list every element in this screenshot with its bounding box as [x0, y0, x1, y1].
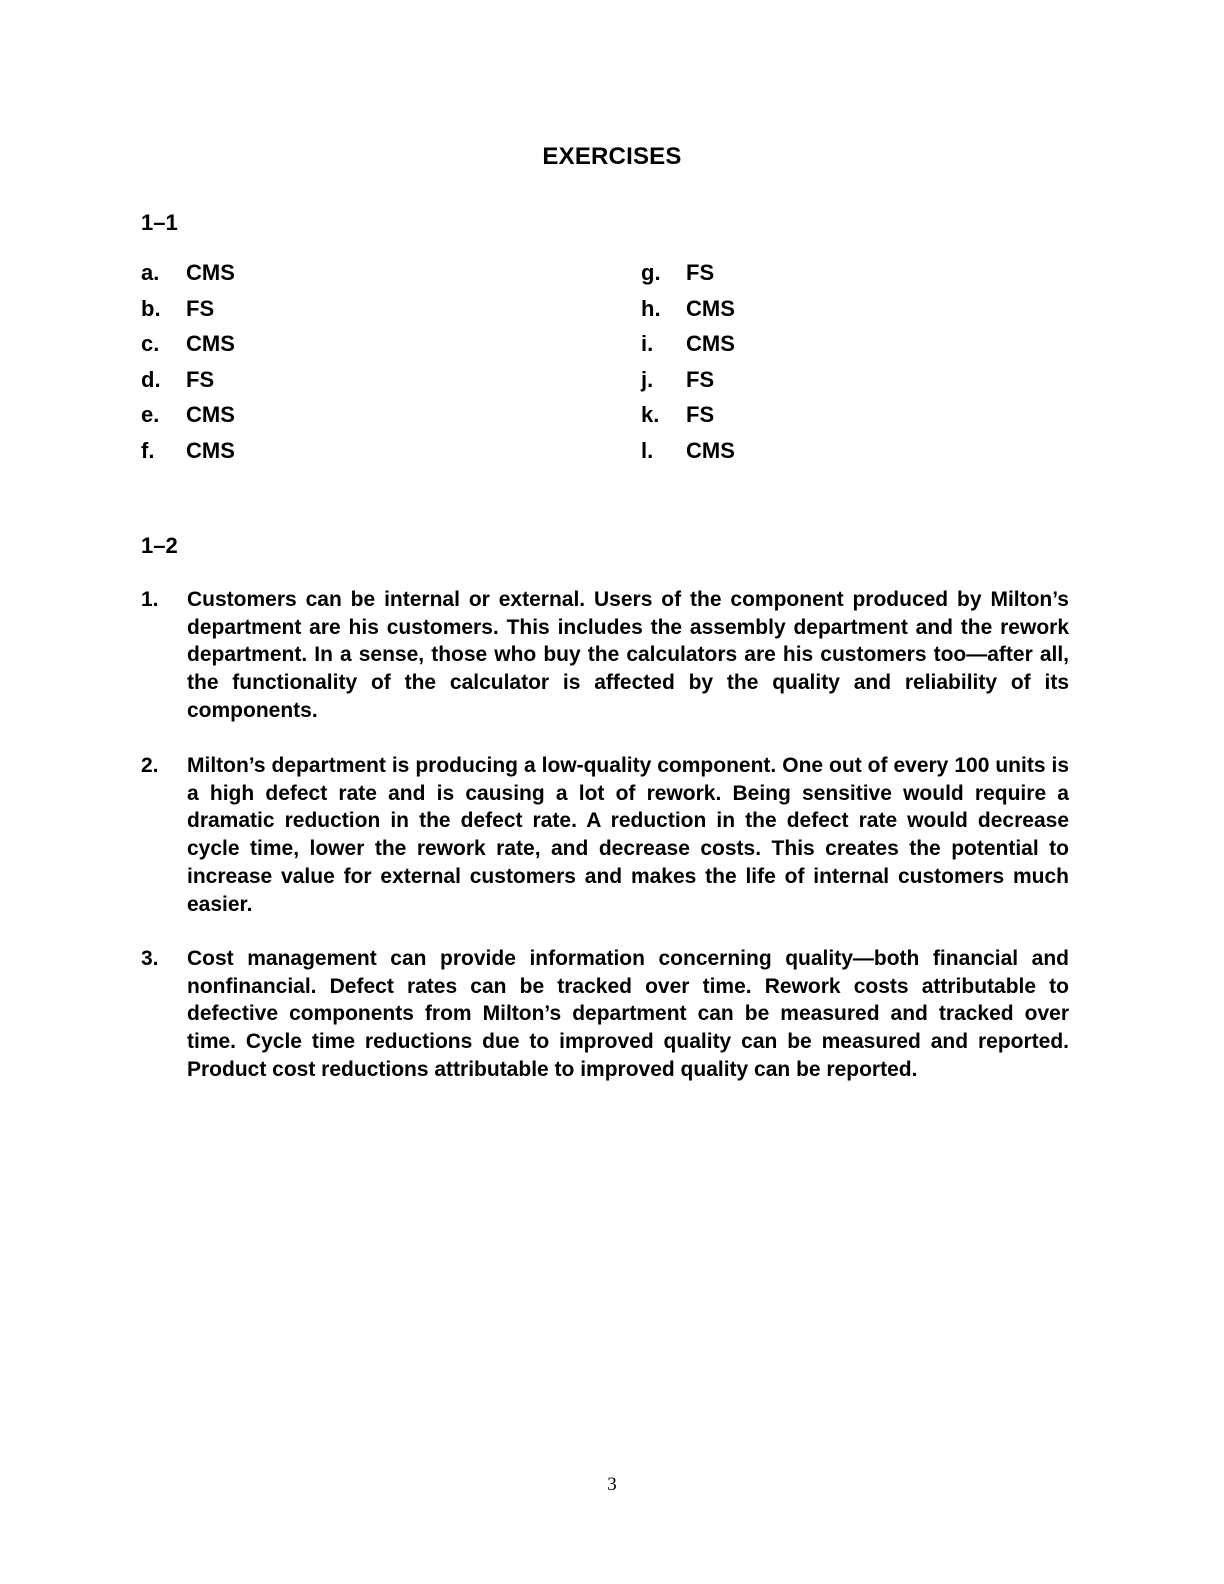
answer-value: CMS [186, 331, 235, 356]
section-heading-1-2: 1–2 [141, 533, 178, 558]
page-number: 3 [607, 1474, 617, 1495]
answer-letter: e. [141, 402, 160, 427]
answer-value: FS [686, 260, 715, 285]
answer-letter: l. [641, 437, 654, 463]
answer-value: CMS [686, 331, 735, 356]
numbered-paragraph [141, 586, 1069, 725]
answer-letter: f. [141, 437, 155, 463]
answers-left-column [141, 260, 235, 473]
answer-item [641, 260, 735, 296]
answer-value: CMS [186, 260, 235, 285]
answer-value: FS [686, 402, 715, 427]
section-heading-1-1: 1–1 [141, 210, 178, 235]
answer-item [141, 367, 235, 403]
answer-value: FS [686, 366, 715, 392]
answer-item [641, 402, 735, 438]
answer-value: CMS [186, 437, 235, 463]
answer-letter: c. [141, 331, 160, 356]
answer-letter: d. [141, 366, 161, 392]
answer-value: CMS [686, 295, 735, 321]
paragraph-text: Milton’s department is producing a low-quality component. One out of every 100 units is a high defect rate and is causing a lot of rework. Being sensitive would require a dramatic reduction in the defect rate. A reduction in the defect rate would decrease cycle time, lower the rework rate, and decrease costs. This creates the potential to increase value for external customers and makes the life of internal customers much easier. [187, 754, 1069, 916]
paragraph-number: 3. [141, 947, 159, 970]
numbered-paragraph [141, 752, 1069, 918]
answer-letter: j. [641, 366, 654, 392]
answer-letter: h. [641, 295, 661, 321]
answers-right-column [641, 260, 735, 473]
answer-item [641, 331, 735, 367]
answer-item [641, 296, 735, 332]
paragraph-number: 2. [141, 754, 159, 777]
answer-value: CMS [686, 437, 735, 463]
page-title: EXERCISES [542, 143, 682, 170]
answer-value: FS [186, 295, 215, 321]
answer-value: FS [186, 366, 215, 392]
answer-letter: g. [641, 260, 661, 285]
paragraph-text: Customers can be internal or external. Users of the component produced by Milton’s department are his customers. This includes the assembly department and the rework department. In a sense, those who buy the calculators are his customers too—after all, the functionality of the calculator is affected by the quality and reliability of its components. [187, 588, 1069, 722]
answer-item [641, 438, 735, 474]
answer-item [141, 260, 235, 296]
answer-item [141, 402, 235, 438]
answer-letter: a. [141, 260, 160, 285]
answer-letter: i. [641, 331, 654, 356]
answer-item [641, 367, 735, 403]
answer-item [141, 438, 235, 474]
answer-letter: b. [141, 295, 161, 321]
answer-letter: k. [641, 402, 660, 427]
numbered-paragraph [141, 945, 1069, 1084]
answer-item [141, 331, 235, 367]
answer-value: CMS [186, 402, 235, 427]
paragraph-text: Cost management can provide information concerning quality—both financial and nonfinancial. Defect rates can be tracked over time. Rework costs attributable to defective components from Milton’s department can be measured and tracked over time. Cycle time reductions due to improved quality can be measured and reported. Product cost reductions attributable to improved quality can be reported. [187, 947, 1069, 1081]
answer-item [141, 296, 235, 332]
paragraph-number: 1. [141, 588, 159, 611]
